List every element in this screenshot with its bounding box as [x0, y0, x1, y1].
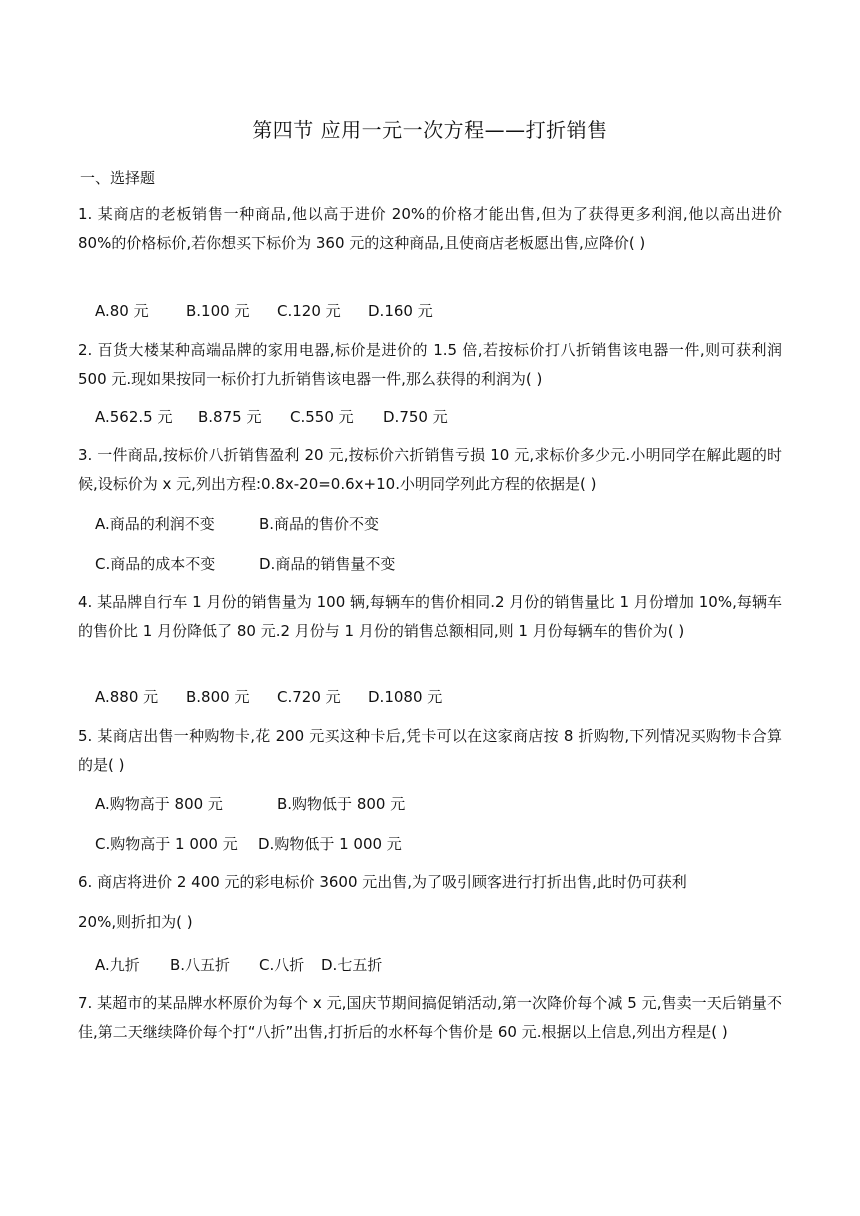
section-heading: 一、选择题 — [80, 169, 156, 187]
question-6-options — [95, 954, 382, 975]
option-d: D.七五折 — [321, 956, 383, 974]
option-c: C.120 元 — [277, 302, 341, 320]
option-a: A.购物高于 800 元 — [95, 795, 223, 813]
option-d: D.160 元 — [368, 302, 433, 320]
question-2-options — [95, 406, 448, 427]
option-a: A.80 元 — [95, 302, 149, 320]
question-1-options — [95, 300, 433, 321]
question-5-options-row-1 — [95, 793, 405, 814]
option-d: D.商品的销售量不变 — [259, 555, 396, 573]
question-4: 4. 某品牌自行车 1 月份的销售量为 100 辆,每辆车的售价相同.2 月份的销售量比 1 月份增加 10%,每辆车的售价比 1 月份降低了 80 元.2 月份与 1 月份的销售总额相同,则 1 月份每辆车的售价为( ) — [78, 593, 782, 640]
option-d: D.购物低于 1 000 元 — [258, 835, 402, 853]
option-c: C.八折 — [259, 956, 305, 974]
option-c: C.商品的成本不变 — [95, 555, 216, 573]
option-c: C.购物高于 1 000 元 — [95, 835, 238, 853]
option-b: B.800 元 — [186, 688, 250, 706]
question-2: 2. 百货大楼某种高端品牌的家用电器,标价是进价的 1.5 倍,若按标价打八折销售该电器一件,则可获利润 500 元.现如果按同一标价打九折销售该电器一件,那么获得的利润为( ) — [78, 341, 782, 388]
question-5-options-row-2 — [95, 833, 402, 854]
option-d: D.750 元 — [383, 408, 448, 426]
question-3-options-row-1 — [95, 513, 379, 534]
question-6-line-2: 20%,则折扣为( ) — [78, 913, 193, 931]
option-b: B.商品的售价不变 — [259, 515, 380, 533]
question-3: 3. 一件商品,按标价八折销售盈利 20 元,按标价六折销售亏损 10 元,求标价多少元.小明同学在解此题的时候,设标价为 x 元,列出方程:0.8x-20=0.6x+10.小明同学列此方程的依据是( ) — [78, 446, 782, 493]
question-1: 1. 某商店的老板销售一种商品,他以高于进价 20%的价格才能出售,但为了获得更多利润,他以高出进价 80%的价格标价,若你想买下标价为 360 元的这种商品,且使商店老板愿出售,应降价( ) — [78, 205, 782, 252]
option-b: B.100 元 — [186, 302, 250, 320]
option-c: C.550 元 — [290, 408, 354, 426]
option-a: A.九折 — [95, 956, 140, 974]
option-b: B.八五折 — [170, 956, 231, 974]
option-d: D.1080 元 — [368, 688, 443, 706]
question-4-options — [95, 686, 442, 707]
option-a: A.562.5 元 — [95, 408, 173, 426]
page-title: 第四节 应用一元一次方程——打折销售 — [252, 118, 608, 142]
option-b: B.购物低于 800 元 — [277, 795, 406, 813]
option-c: C.720 元 — [277, 688, 341, 706]
option-a: A.880 元 — [95, 688, 159, 706]
question-5: 5. 某商店出售一种购物卡,花 200 元买这种卡后,凭卡可以在这家商店按 8 折购物,下列情况买购物卡合算的是( ) — [78, 727, 782, 774]
question-7: 7. 某超市的某品牌水杯原价为每个 x 元,国庆节期间搞促销活动,第一次降价每个减 5 元,售卖一天后销量不佳,第二天继续降价每个打“八折”出售,打折后的水杯每个售价是 60 元.根据以上信息,列出方程是( ) — [78, 994, 782, 1041]
option-b: B.875 元 — [198, 408, 262, 426]
question-3-options-row-2 — [95, 553, 395, 574]
option-a: A.商品的利润不变 — [95, 515, 215, 533]
question-6-line-1: 6. 商店将进价 2 400 元的彩电标价 3600 元出售,为了吸引顾客进行打折出售,此时仍可获利 — [78, 873, 687, 891]
